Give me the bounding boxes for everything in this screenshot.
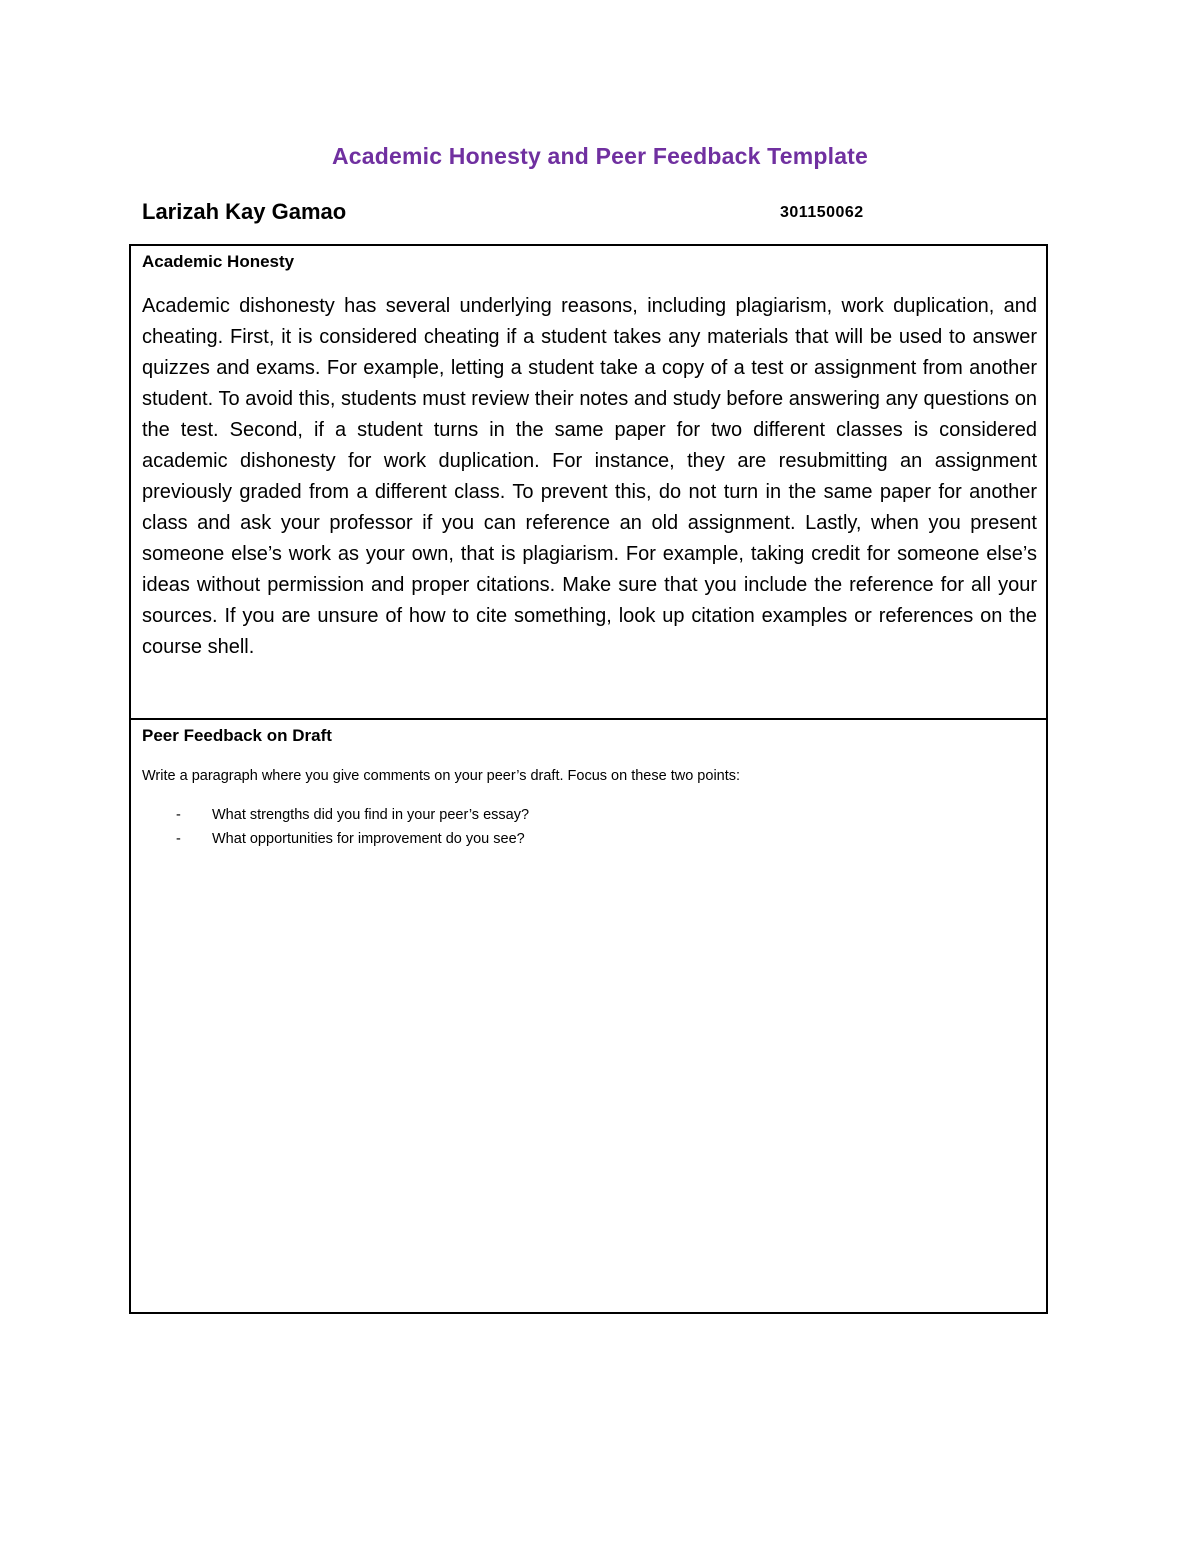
peer-feedback-instructions: Write a paragraph where you give comments on your peer’s draft. Focus on these two points:: [142, 768, 741, 784]
feedback-point-improvement: What opportunities for improvement do you see?: [212, 831, 525, 847]
list-dash: -: [176, 807, 181, 823]
student-name: Larizah Kay Gamao: [142, 199, 347, 224]
list-dash: -: [176, 831, 181, 847]
document-title: Academic Honesty and Peer Feedback Template: [331, 143, 869, 169]
student-id: 301150062: [780, 204, 864, 221]
academic-honesty-paragraph: Academic dishonesty has several underlying reasons, including plagiarism, work duplication, and cheating. First, it is considered cheating if a student takes any materials that will be used to answer quizzes and exams. For example, letting a student take a copy of a test or assignment from another student. To avoid this, students must review their notes and study before answering any questions on the test. Second, if a student turns in the same paper for two different classes is considered academic dishonesty for work duplication. For instance, they are resubmitting an assignment previously graded from a different class. To prevent this, do not turn in the same paper for another class and ask your professor if you can reference an old assignment. Lastly, when you present someone else’s work as your own, that is plagiarism. For example, taking credit for someone else’s ideas without permission and proper citations. Make sure that you include the reference for all your sources. If you are unsure of how to cite something, look up citation examples or references on the course shell.: [142, 295, 1037, 658]
feedback-point-strengths: What strengths did you find in your peer’s essay?: [212, 807, 530, 823]
peer-feedback-section: [131, 720, 1046, 1312]
peer-feedback-heading: Peer Feedback on Draft: [142, 726, 332, 745]
template-table: [129, 244, 1048, 1314]
academic-honesty-section: [131, 246, 1046, 720]
academic-honesty-heading: Academic Honesty: [142, 252, 295, 271]
